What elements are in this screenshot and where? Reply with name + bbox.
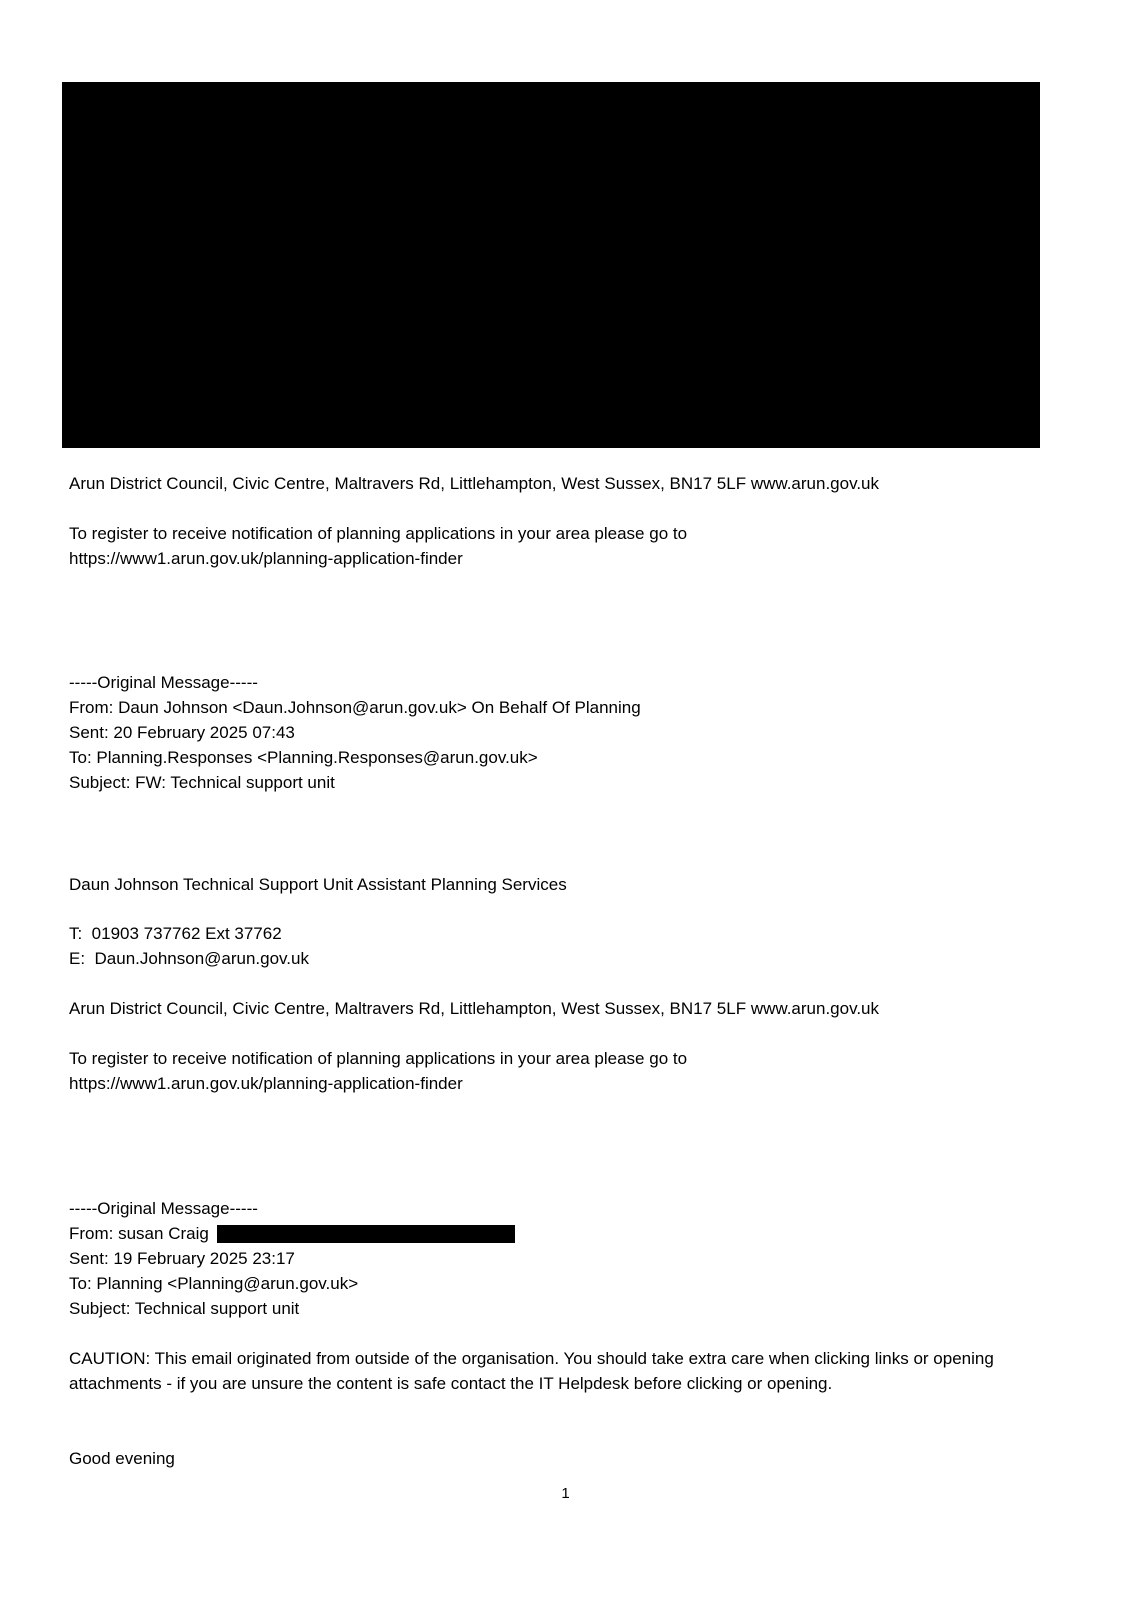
signature-name-title: Daun Johnson Technical Support Unit Assistant Planning Services <box>69 875 567 894</box>
subject-line: Subject: FW: Technical support unit <box>69 773 335 792</box>
from-line <box>69 1221 1131 1246</box>
original-message-separator: -----Original Message----- <box>69 673 258 692</box>
page-number: 1 <box>561 1485 570 1502</box>
redaction-block-top <box>62 82 1040 448</box>
register-note <box>0 1046 1131 1096</box>
original-message-1-header <box>0 670 1131 795</box>
to-line: To: Planning <Planning@arun.gov.uk> <box>69 1274 359 1293</box>
register-text: To register to receive notification of planning applications in your area please go to <box>69 1049 688 1068</box>
signature-email: E: Daun.Johnson@arun.gov.uk <box>69 949 309 968</box>
from-text: From: susan Craig <box>69 1224 209 1243</box>
from-line: From: Daun Johnson <Daun.Johnson@arun.gov.uk> On Behalf Of Planning <box>69 698 641 717</box>
subject-line: Subject: Technical support unit <box>69 1299 300 1318</box>
register-note <box>0 521 1131 571</box>
council-address: Arun District Council, Civic Centre, Maltravers Rd, Littlehampton, West Sussex, BN17 5LF www.arun.gov.uk <box>69 999 880 1018</box>
register-text: To register to receive notification of planning applications in your area please go to <box>69 524 688 543</box>
register-link: https://www1.arun.gov.uk/planning-application-finder <box>69 549 463 568</box>
to-line: To: Planning.Responses <Planning.Responses@arun.gov.uk> <box>69 748 538 767</box>
redaction-block-sender <box>217 1225 515 1243</box>
sent-line: Sent: 20 February 2025 07:43 <box>69 723 295 742</box>
council-address: Arun District Council, Civic Centre, Maltravers Rd, Littlehampton, West Sussex, BN17 5LF www.arun.gov.uk <box>69 474 880 493</box>
signature-contact <box>0 921 1131 971</box>
original-message-2-header <box>0 1196 1131 1321</box>
greeting-text: Good evening <box>69 1449 175 1468</box>
sent-line: Sent: 19 February 2025 23:17 <box>69 1249 295 1268</box>
register-link: https://www1.arun.gov.uk/planning-application-finder <box>69 1074 463 1093</box>
signature-phone: T: 01903 737762 Ext 37762 <box>69 924 282 943</box>
caution-notice: CAUTION: This email originated from outside of the organisation. You should take extra care when clicking links or opening attachments - if you are unsure the content is safe contact the IT Helpdesk before clicking or opening. <box>69 1349 999 1393</box>
original-message-separator: -----Original Message----- <box>69 1199 258 1218</box>
